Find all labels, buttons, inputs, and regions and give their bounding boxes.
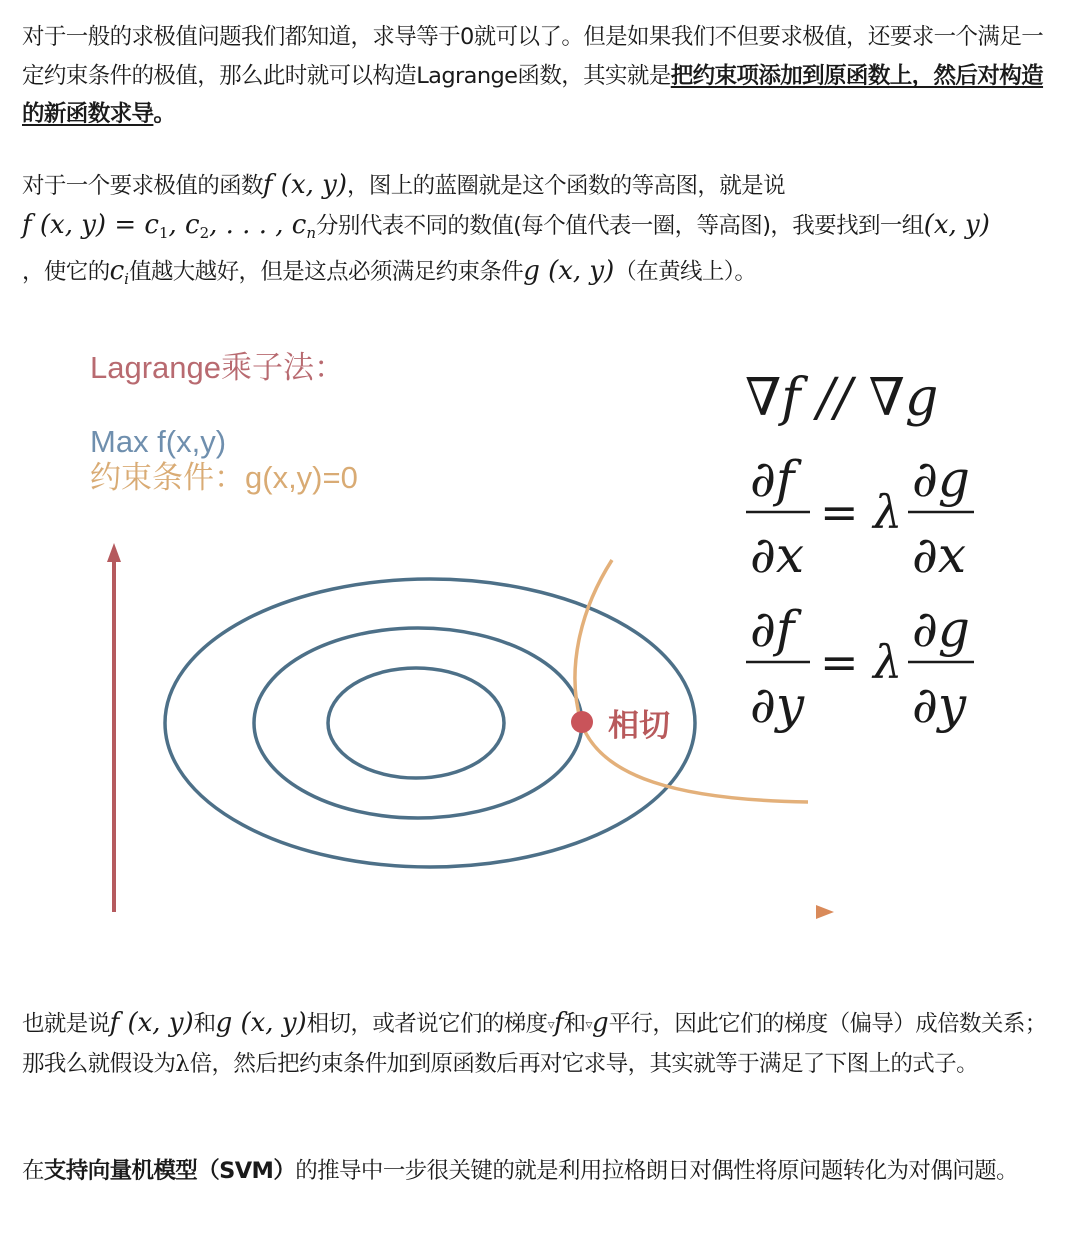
math-ci: $c_i$: [109, 256, 129, 288]
tangent-point: [571, 711, 593, 733]
intro-text: 对于一般的求极值问题我们都知道，求导等于0就可以了。但是如果我们不但要求极值，还要求一个满足一定约束条件的极值，那么此时就可以构造Lagrange函数，其实就是: [22, 24, 1044, 89]
svm-text-2: 的推导中一步很关键的就是利用拉格朗日对偶性将原问题转化为对偶问题。: [295, 1158, 1018, 1184]
y-axis-arrow-icon: [107, 543, 121, 562]
math-c2: c2: [185, 209, 210, 242]
tangent-text-4: 和: [563, 1011, 586, 1037]
partial-x-1: ∂x: [750, 526, 805, 584]
tangent-text-5: 平行，因此它们的梯度（偏导）成倍数关系；那我么就假设为: [22, 1011, 1047, 1077]
nabla-icon-2: ▿: [585, 1017, 592, 1033]
intro-end: 。: [153, 101, 176, 127]
contour-middle: [254, 628, 582, 818]
equals-lambda-1: = λ: [820, 485, 903, 539]
svm-bold: 支持向量机模型（SVM）: [43, 1158, 296, 1184]
figure-objective: Max f(x,y): [90, 424, 227, 459]
figure-constraint: 约束条件：g(x,y)=0: [90, 460, 358, 495]
nabla-icon: ▿: [547, 1017, 554, 1033]
contour-text-3: 分别代表不同的数值(每个值代表一圈，等高图)，我要找到一组: [316, 212, 924, 239]
partial-y-1: ∂y: [750, 676, 805, 734]
x-axis-arrow-icon: [816, 905, 834, 919]
contour-text-2: ，图上的蓝圈就是这个函数的等高图，就是说: [346, 173, 785, 199]
math-fxy: f (x, y): [262, 170, 347, 200]
equals-lambda-2: = λ: [820, 635, 903, 689]
tangent-text-3: 相切，或者说它们的梯度: [306, 1011, 548, 1037]
math-dots: , . . . ,: [209, 209, 292, 240]
intro-bold-text: 把约束项添加到原函数上，然后对构造的新函数求导: [22, 62, 1044, 127]
partial-g-1: ∂g: [912, 450, 970, 508]
partial-y-2: ∂y: [912, 676, 967, 734]
partial-f-2: ∂f: [750, 600, 795, 658]
math-f-equals: f (x, y) =: [22, 209, 145, 240]
math-g3: g (x, y): [215, 1008, 307, 1038]
math-g-small: g: [591, 1008, 609, 1038]
math-f-small: f: [554, 1008, 564, 1038]
lambda-symbol: λ: [175, 1050, 190, 1077]
tangent-text-1: 也就是说: [22, 1011, 110, 1037]
math-c1: c1: [144, 209, 169, 242]
lagrange-diagram: [0, 300, 1068, 980]
formula-parallel: ∇f // ∇g: [745, 368, 939, 428]
math-cn: $c_n$: [291, 209, 317, 242]
contour-text-6: （在黄线上）。: [614, 259, 757, 285]
tangent-paragraph: [22, 1004, 1050, 1083]
contour-paragraph: 对于一个要求极值的函数f (x, y)，图上的蓝圈就是这个函数的等高图，就是说 f (x, y) = c1, c2, . . . , $c_n$分别代表不同的数值(每个值代表一圈，等高图)，我要找到一组(x, y) ，使它的$c_i$值越大越好，但是这点必须满足约束条件g (x, y)（在黄线上）。: [22, 170, 990, 288]
math-xy: (x, y): [923, 209, 990, 240]
intro-paragraph: [22, 18, 1050, 134]
svm-paragraph: [22, 1152, 1050, 1191]
partial-x-2: ∂x: [912, 526, 967, 584]
tangent-text-6: 倍，然后把约束条件加到原函数后再对它求导，其实就等于满足了下图上的式子。: [189, 1050, 978, 1077]
partial-g-2: ∂g: [912, 600, 970, 658]
tangent-text-2: 和: [193, 1011, 216, 1037]
contour-inner: [328, 668, 504, 778]
math-f3: f (x, y): [109, 1008, 194, 1038]
contour-text-1: 对于一个要求极值的函数: [22, 173, 263, 199]
contour-text-5: 值越大越好，但是这点必须满足约束条件: [128, 259, 524, 285]
math-gxy: g (x, y): [523, 256, 615, 286]
lagrange-figure: [0, 300, 1068, 980]
contour-text-4: ，使它的: [22, 259, 110, 285]
tangent-label: 相切: [608, 708, 670, 743]
partial-f-1: ∂f: [750, 450, 795, 508]
svm-text-1: 在: [22, 1158, 44, 1184]
figure-title: Lagrange乘子法：: [90, 350, 346, 385]
